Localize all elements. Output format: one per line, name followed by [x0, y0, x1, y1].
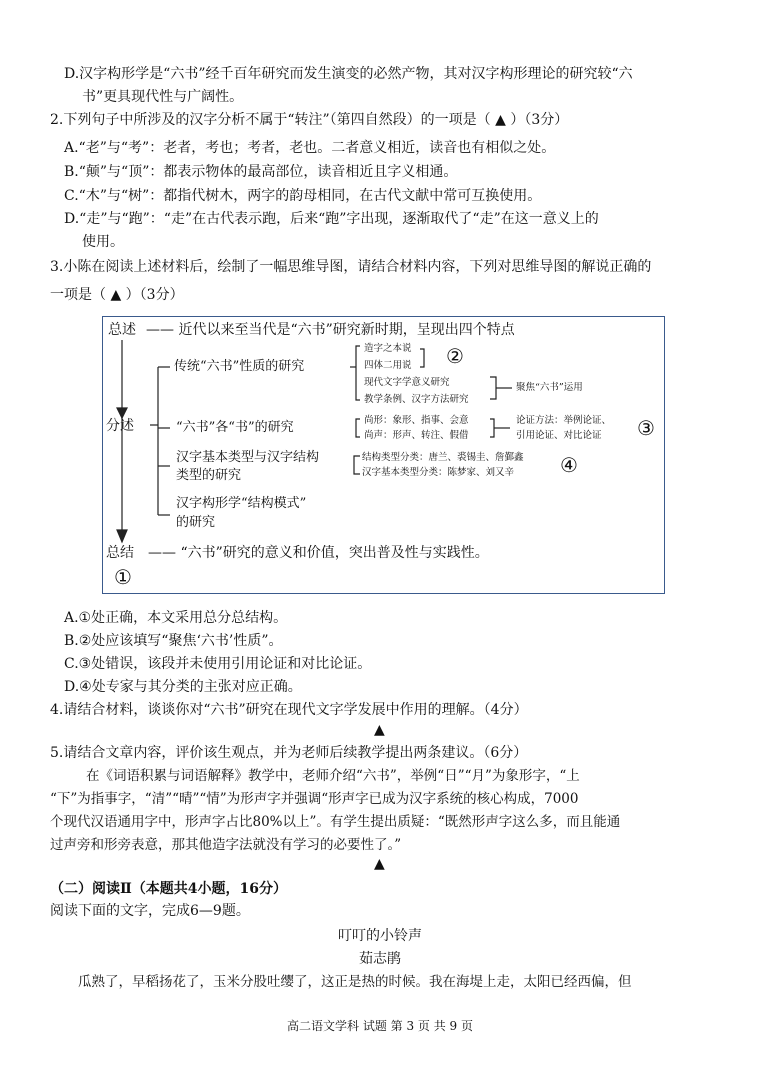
q3-option-b: B.②处应该填写“聚焦‘六书’性质”。	[64, 633, 283, 649]
q2-option-c: C.“木”与“树”：都指代树木，两字的韵母相同，在古代文献中常可互换使用。	[64, 188, 542, 204]
q5-para-line3: 个现代汉语通用字中，形声字占比80%以上”。有学生提出质疑：“既然形声字这么多，而且能通	[50, 814, 621, 830]
q1-option-d-line2: 书”更具现代性与广阔性。	[82, 89, 244, 105]
marker-1: ①	[114, 565, 132, 589]
page-footer: 高二语文学科 试题 第 3 页 共 9 页	[287, 1019, 473, 1033]
mm-branch1-sub4: 教学条例、汉字方法研究	[364, 394, 469, 405]
q5-para-line4: 过声旁和形旁表意，那其他造字法就没有学习的必要性了。”	[50, 837, 402, 853]
q3-option-d: D.④处专家与其分类的主张对应正确。	[64, 679, 302, 695]
q5-para-line2: “下”为指事字，“清”“晴”“情”为形声字并强调“形声字已成为汉字系统的核心构成，7000	[50, 791, 579, 807]
article-author: 茹志鹃	[359, 951, 401, 967]
marker-3: ③	[637, 416, 655, 440]
mm-branch1-right: 聚焦“六书”运用	[516, 382, 583, 393]
q3-stem-line2: 一项是（ ▲ ）（3分）	[50, 287, 184, 303]
section2-title: （二）阅读Ⅱ（本题共4小题，16分）	[50, 881, 288, 897]
mm-fenshu: 分述	[106, 418, 134, 434]
q3-option-a: A.①处正确，本文采用总分总结构。	[64, 610, 288, 626]
mm-branch1-sub1: 造字之本说	[364, 343, 412, 354]
q2-option-a: A.“老”与“考”：老者，考也；考者，老也。二者意义相近，读音也有相似之处。	[64, 140, 556, 156]
mm-branch3-line1: 汉字基本类型与汉字结构	[176, 450, 320, 465]
mm-branch2-sub2: 尚声：形声、转注、假借	[364, 430, 469, 441]
mm-branch4-line1: 汉字构形学“结构模式”	[176, 496, 307, 511]
mm-zongjie-text: —— “六书”研究的意义和价值，突出普及性与实践性。	[148, 545, 489, 561]
q1-option-d-line1: D.汉字构形学是“六书”经千百年研究而发生演变的必然产物，其对汉字构形理论的研究较“六	[64, 66, 633, 82]
mm-branch2-right2: 引用论证、对比论证	[516, 430, 602, 441]
mm-branch4-line2: 的研究	[176, 515, 216, 530]
mm-zongshu-text: —— 近代以来至当代是“六书”研究新时期，呈现出四个特点	[146, 322, 515, 338]
marker-2: ②	[446, 344, 464, 368]
mm-branch1: 传统“六书”性质的研究	[174, 359, 305, 374]
article-first-line: 瓜熟了，早稻扬花了，玉米分股吐缨了，这正是热的时候。我在海堤上走，太阳已经西偏，但	[78, 974, 632, 990]
article-title: 叮叮的小铃声	[338, 928, 422, 944]
mm-zongjie: 总结	[106, 545, 134, 561]
mm-branch3-sub2: 汉字基本类型分类：陈梦家、刘又辛	[362, 467, 515, 478]
mm-branch2-right1: 论证方法：举例论证、	[516, 415, 612, 426]
mm-branch1-sub3: 现代文字学意义研究	[364, 377, 450, 388]
mm-zongshu: 总述	[108, 322, 136, 338]
q2-stem: 2.下列句子中所涉及的汉字分析不属于“转注”（第四自然段）的一项是（ ▲ ）（3分）	[50, 112, 569, 128]
q5-answer-marker: ▲	[374, 856, 385, 872]
q4-stem: 4.请结合材料，谈谈你对“六书”研究在现代文字学发展中作用的理解。（4分）	[50, 702, 528, 718]
mm-branch2-sub1: 尚形：象形、指事、会意	[364, 415, 469, 426]
mm-branch1-sub2: 四体二用说	[364, 360, 412, 371]
q2-option-d-line2: 使用。	[82, 234, 124, 250]
mm-branch3-line2: 类型的研究	[176, 468, 242, 483]
q4-answer-marker: ▲	[374, 722, 385, 738]
q2-option-b: B.“颠”与“顶”：都表示物体的最高部位，读音相近且字义相通。	[64, 164, 458, 180]
marker-4: ④	[560, 453, 578, 477]
mm-branch3-sub1: 结构类型分类：唐兰、裘锡圭、詹鄞鑫	[362, 452, 524, 463]
q3-option-c: C.③处错误，该段并未使用引用论证和对比论证。	[64, 656, 372, 672]
mm-branch2: “六书”各“书”的研究	[176, 420, 294, 435]
q2-option-d-line1: D.“走”与“跑”：“走”在古代表示跑，后来“跑”字出现，逐渐取代了“走”在这一意义上的	[64, 211, 599, 227]
q5-para-line1: 在《词语积累与词语解释》教学中，老师介绍“六书”，举例“日”“月”为象形字，“上	[86, 768, 580, 784]
q5-stem: 5.请结合文章内容，评价该生观点，并为老师后续教学提出两条建议。（6分）	[50, 745, 528, 761]
section2-instruction: 阅读下面的文字，完成6—9题。	[50, 903, 250, 919]
q3-stem-line1: 3.小陈在阅读上述材料后，绘制了一幅思维导图，请结合材料内容，下列对思维导图的解说正确的	[50, 259, 652, 275]
